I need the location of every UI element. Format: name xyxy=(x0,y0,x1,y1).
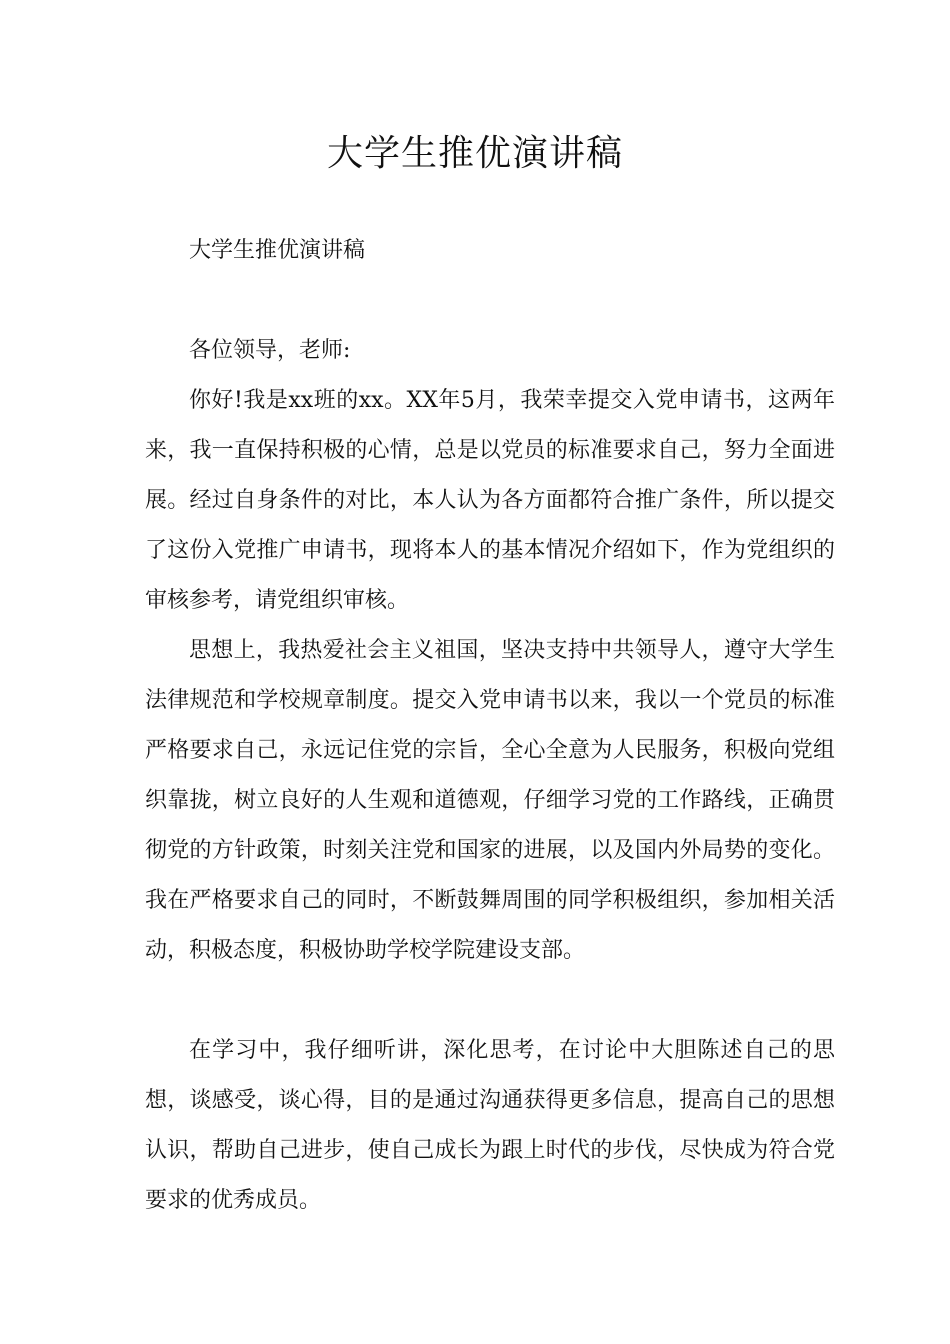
document-subtitle: 大学生推优演讲稿 xyxy=(189,238,366,263)
paragraph-1: 你好!我是xx班的xx。XX年5月，我荣幸提交入党申请书，这两年来，我一直保持积极的心情，总是以党员的标准要求自己，努力全面进展。经过自身条件的对比，本人认为各方面都符合推广条件，所以提交了这份入党推广申请书，现将本人的基本情况介绍如下，作为党组织的审核参考，请党组织审核。 xyxy=(145,388,835,613)
paragraph-3: 在学习中，我仔细听讲，深化思考，在讨论中大胆陈述自己的思想，谈感受，谈心得，目的是通过沟通获得更多信息，提高自己的思想认识，帮助自己进步，使自己成长为跟上时代的步伐，尽快成为符合党要求的优秀成员。 xyxy=(145,1038,835,1213)
greeting-line: 各位领导，老师: xyxy=(189,338,351,363)
paragraph-2: 思想上，我热爱社会主义祖国，坚决支持中共领导人，遵守大学生法律规范和学校规章制度。提交入党申请书以来，我以一个党员的标准严格要求自己，永远记住党的宗旨，全心全意为人民服务，积极向党组织靠拢，树立良好的人生观和道德观，仔细学习党的工作路线，正确贯彻党的方针政策，时刻关注党和国家的进展，以及国内外局势的变化。我在严格要求自己的同时，不断鼓舞周围的同学积极组织，参加相关活动，积极态度，积极协助学校学院建设支部。 xyxy=(145,638,835,963)
document-title: 大学生推优演讲稿 xyxy=(326,133,623,174)
